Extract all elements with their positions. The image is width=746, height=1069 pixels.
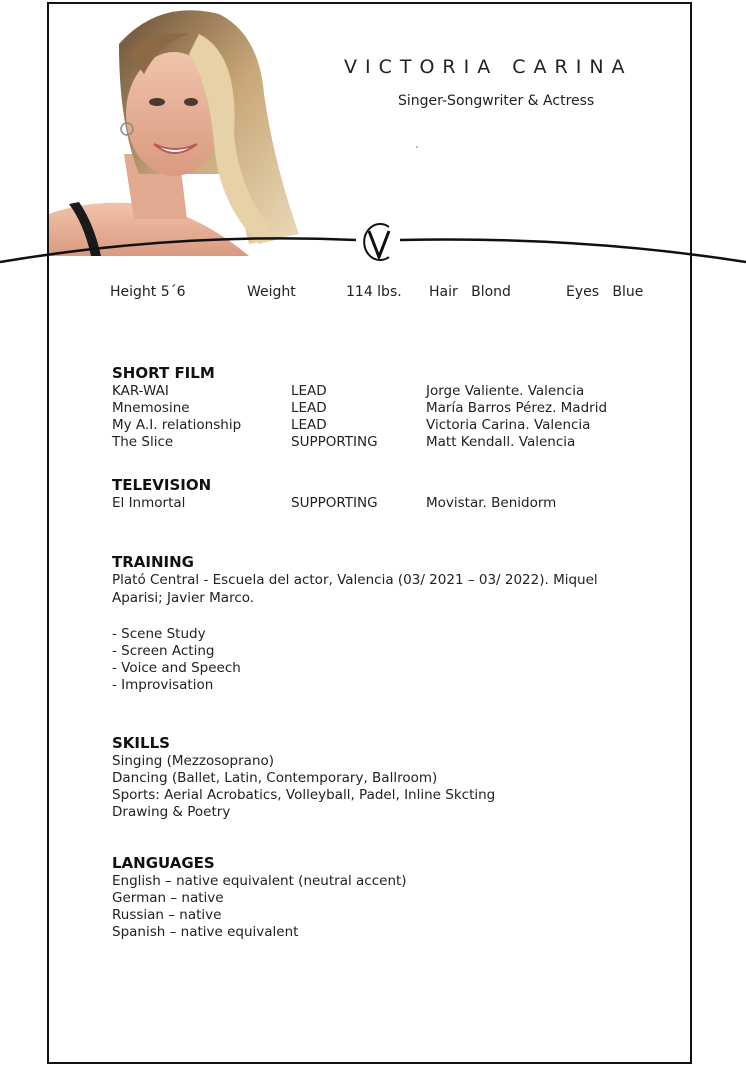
training-description: Plató Central - Escuela del actor, Valencia (03/ 2021 – 03/ 2022). Miquel Aparisi; Javier Marco. — [112, 572, 598, 606]
credit-director: Movistar. Benidorm — [426, 495, 557, 511]
height-label: Height — [110, 284, 157, 300]
credit-title: My A.I. relationship — [112, 417, 242, 433]
decorative-dot — [416, 146, 418, 148]
language-item: English – native equivalent (neutral accent) — [112, 873, 407, 889]
stat-hair — [429, 284, 511, 300]
credit-title: Mnemosine — [112, 400, 190, 416]
hair-value: Blond — [471, 284, 511, 300]
cv-monogram-logo — [359, 219, 397, 265]
credit-title: El Inmortal — [112, 495, 186, 511]
skill-item: Drawing & Poetry — [112, 804, 231, 820]
stat-height — [110, 284, 186, 300]
language-item: Russian – native — [112, 907, 222, 923]
television-section — [112, 476, 557, 512]
credit-role: SUPPORTING — [291, 434, 378, 450]
hair-label: Hair — [429, 284, 458, 300]
credit-row — [112, 495, 557, 512]
skill-item: Sports: Aerial Acrobatics, Volleyball, Padel, Inline Skcting — [112, 787, 496, 803]
skill-item: Dancing (Ballet, Latin, Contemporary, Ballroom) — [112, 770, 438, 786]
eyes-label: Eyes — [566, 284, 600, 300]
credit-role: LEAD — [291, 417, 327, 433]
credit-role: LEAD — [291, 400, 327, 416]
credit-role: LEAD — [291, 383, 327, 399]
credit-role: SUPPORTING — [291, 495, 378, 511]
section-heading: TELEVISION — [112, 476, 212, 494]
section-heading: TRAINING — [112, 553, 194, 571]
training-item: - Voice and Speech — [112, 660, 241, 676]
portrait-illustration — [49, 4, 319, 256]
training-item: - Improvisation — [112, 677, 214, 693]
training-item: - Screen Acting — [112, 643, 215, 659]
credit-director: Victoria Carina. Valencia — [426, 417, 591, 433]
section-heading: SHORT FILM — [112, 364, 215, 382]
skill-item: Singing (Mezzosoprano) — [112, 753, 275, 769]
languages-section — [112, 854, 407, 941]
skills-section — [112, 734, 495, 821]
training-item: - Scene Study — [112, 626, 206, 642]
height-value: 5´6 — [160, 284, 186, 300]
credit-director: María Barros Pérez. Madrid — [426, 400, 608, 416]
candidate-name: VICTORIA CARINA — [344, 56, 633, 78]
credit-row — [112, 400, 608, 417]
credit-row — [112, 417, 591, 434]
candidate-title: Singer-Songwriter & Actress — [398, 93, 595, 109]
credit-title: The Slice — [112, 434, 174, 450]
credit-row — [112, 434, 576, 451]
credit-director: Matt Kendall. Valencia — [426, 434, 576, 450]
weight-label: Weight — [247, 284, 296, 300]
section-heading: LANGUAGES — [112, 854, 215, 872]
training-section — [112, 553, 612, 694]
credit-director: Jorge Valiente. Valencia — [426, 383, 585, 399]
weight-value: 114 lbs. — [346, 284, 402, 300]
language-item: German – native — [112, 890, 224, 906]
section-heading: SKILLS — [112, 734, 170, 752]
eyes-value: Blue — [612, 284, 644, 300]
credit-title: KAR-WAI — [112, 383, 169, 399]
portrait-photo — [49, 4, 319, 256]
credit-row — [112, 383, 585, 400]
language-item: Spanish – native equivalent — [112, 924, 299, 940]
short-film-section — [112, 364, 608, 451]
stat-eyes — [566, 284, 643, 300]
